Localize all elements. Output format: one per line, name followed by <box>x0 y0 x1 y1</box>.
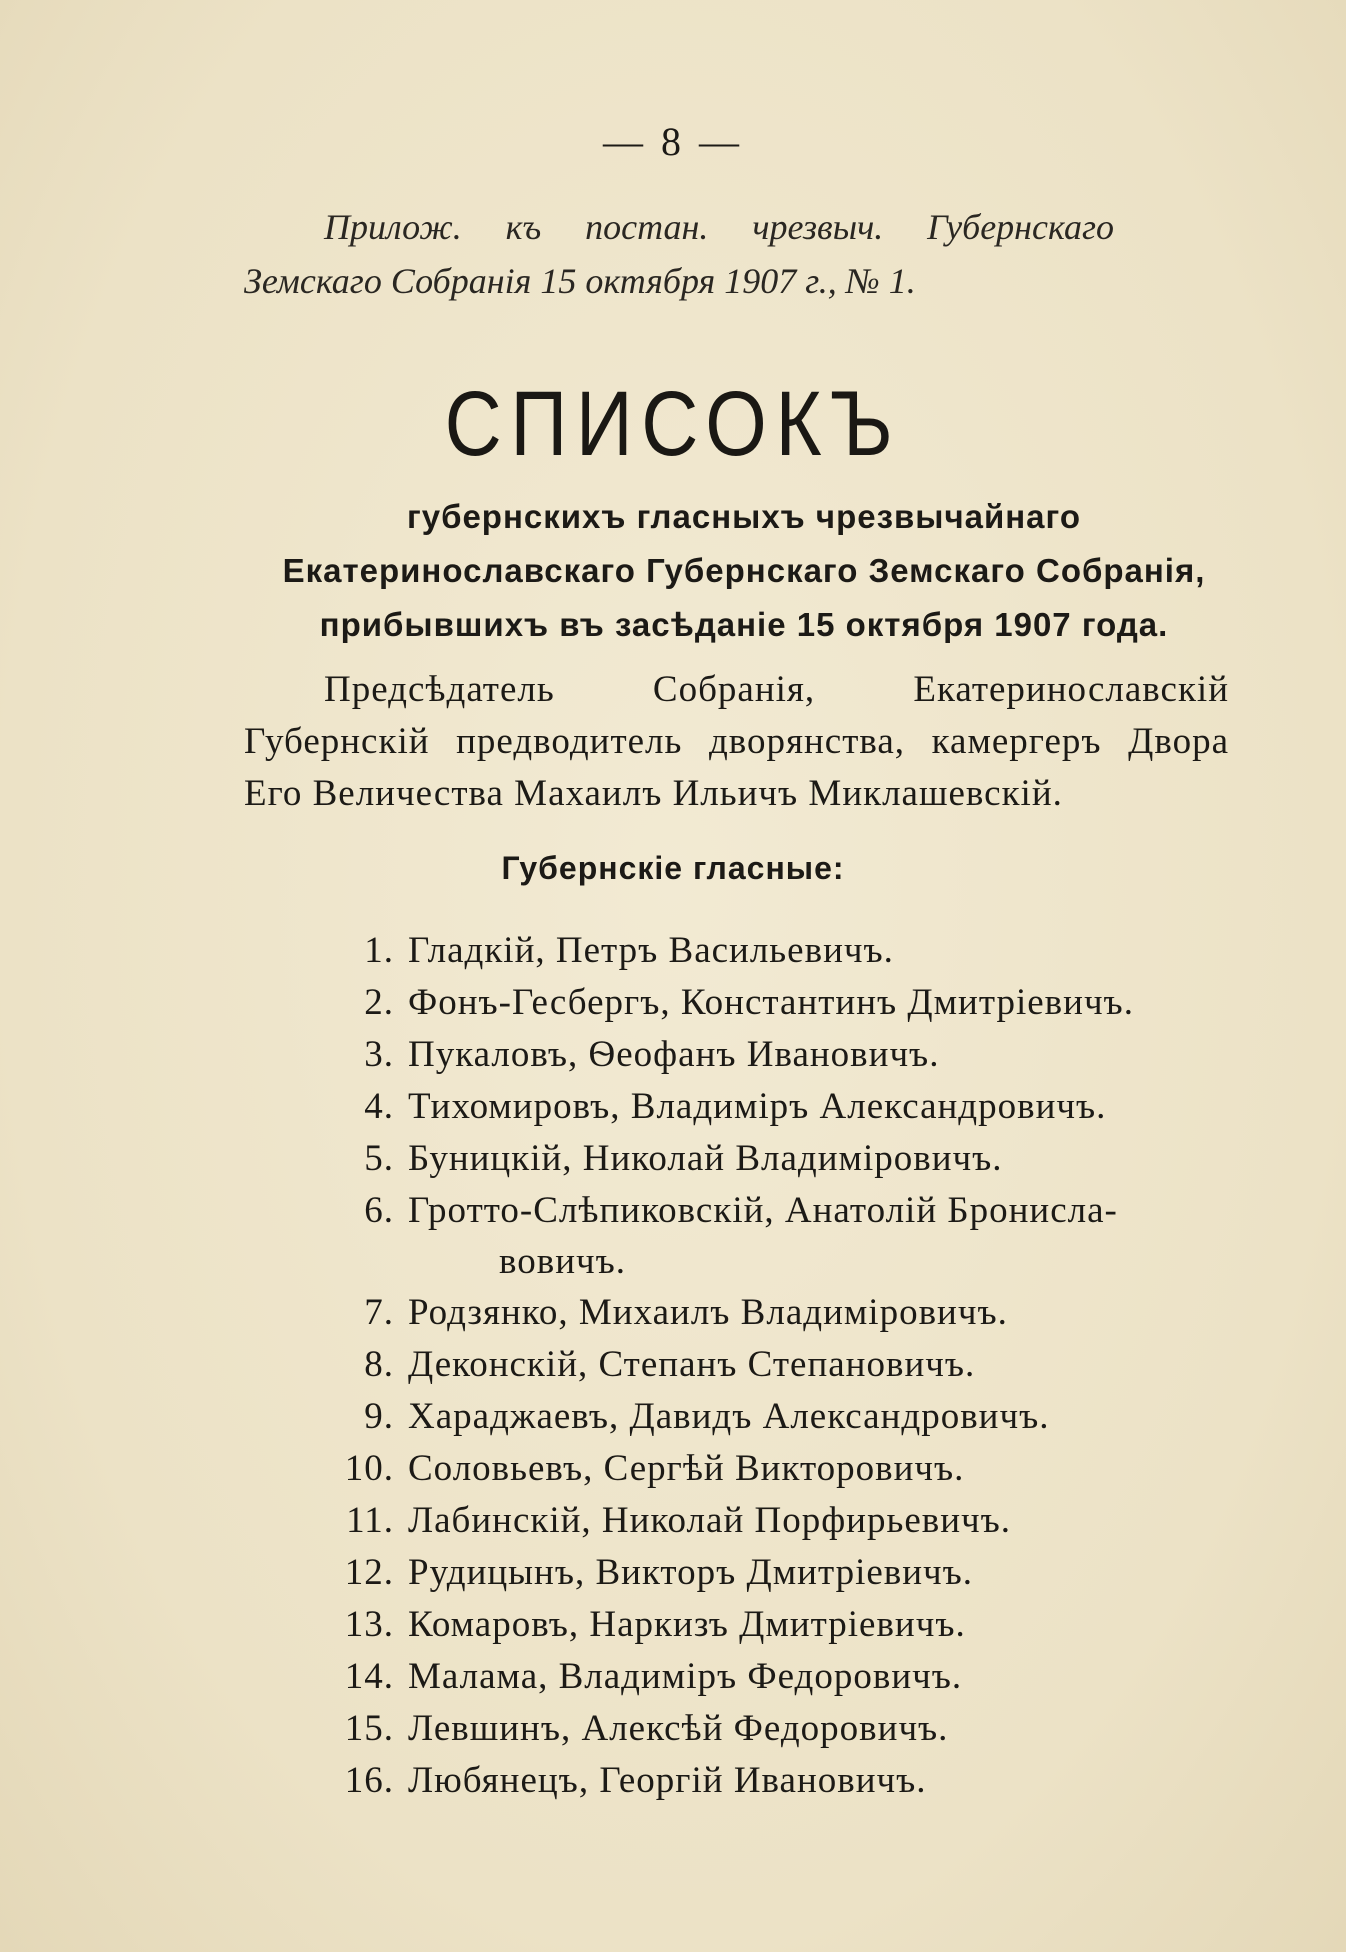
member-item <box>244 1081 1244 1133</box>
attachment-note: Прилож. къ постан. чрезвыч. Губернскаго Земскаго Собранія 15 октября 1907 г., № 1. <box>244 207 1114 301</box>
member-item <box>244 1547 1244 1599</box>
members-heading: Губернскіе гласные: <box>501 850 845 886</box>
member-name: Соловьевъ, Сергѣй Викторовичъ. <box>408 1448 965 1489</box>
member-name: Фонъ-Гесбергъ, Константинъ Дмитріевичъ. <box>408 982 1134 1023</box>
page-number: — 8 — <box>603 119 743 164</box>
member-name: Тихомировъ, Владиміръ Александровичъ. <box>408 1086 1107 1127</box>
member-item <box>244 1029 1244 1081</box>
member-number: 16. <box>344 1760 394 1801</box>
member-name: Гладкій, Петръ Васильевичъ. <box>408 930 894 971</box>
member-item <box>244 1339 1244 1391</box>
member-number: 3. <box>364 1034 394 1075</box>
member-name: Родзянко, Михаилъ Владиміровичъ. <box>408 1292 1008 1333</box>
member-item <box>244 1443 1244 1495</box>
member-item <box>244 1495 1244 1547</box>
member-number: 13. <box>344 1604 394 1645</box>
member-name: Пукаловъ, Ѳеофанъ Ивановичъ. <box>408 1034 940 1075</box>
member-number: 2. <box>364 982 394 1023</box>
member-name-continuation: вовичъ. <box>499 1241 626 1282</box>
member-name: Рудицынъ, Викторъ Дмитріевичъ. <box>408 1552 974 1593</box>
member-name: Буницкій, Николай Владиміровичъ. <box>408 1138 1003 1179</box>
member-number: 12. <box>344 1552 394 1593</box>
member-name: Комаровъ, Наркизъ Дмитріевичъ. <box>408 1604 966 1645</box>
member-number: 4. <box>364 1086 394 1127</box>
chairman-paragraph: Предсѣдатель Собранія, Екатеринославскій Губернскій предводитель дворянства, камергеръ Двора Его Величества Махаилъ Ильичъ Миклашевскій. <box>244 669 1229 814</box>
member-number: 14. <box>344 1656 394 1697</box>
member-number: 15. <box>344 1708 394 1749</box>
member-number: 10. <box>344 1448 394 1489</box>
member-item <box>244 977 1244 1029</box>
member-name: Малама, Владиміръ Федоровичъ. <box>408 1656 963 1697</box>
member-item <box>244 1651 1244 1703</box>
member-number: 1. <box>364 930 394 971</box>
document-subtitle: губернскихъ гласныхъ чрезвычайнаго Екатеринославскаго Губернскаго Земскаго Собранія, прибывшихъ въ засѣданіе 15 октября 1907 года. <box>282 498 1206 643</box>
member-number: 5. <box>364 1138 394 1179</box>
member-item <box>244 1599 1244 1651</box>
member-number: 8. <box>364 1344 394 1385</box>
member-item <box>244 1133 1244 1185</box>
member-name: Левшинъ, Алексѣй Федоровичъ. <box>408 1708 949 1749</box>
members-list <box>244 925 1244 1807</box>
member-number: 11. <box>346 1500 394 1541</box>
member-number: 6. <box>364 1190 394 1231</box>
member-name: Лабинскій, Николай Порфирьевичъ. <box>408 1500 1012 1541</box>
member-item <box>244 925 1244 977</box>
member-item <box>244 1703 1244 1755</box>
member-item <box>244 1755 1244 1807</box>
member-item <box>244 1287 1244 1339</box>
member-name: Гротто-Слѣпиковскій, Анатолій Бронисла- <box>408 1190 1118 1231</box>
member-item <box>244 1391 1244 1443</box>
member-item <box>244 1185 1244 1287</box>
member-name: Хараджаевъ, Давидъ Александровичъ. <box>408 1396 1050 1437</box>
member-number: 7. <box>364 1292 394 1333</box>
member-name: Деконскій, Степанъ Степановичъ. <box>408 1344 976 1385</box>
member-number: 9. <box>364 1396 394 1437</box>
document-title: СПИСОКЪ <box>444 373 902 475</box>
member-name: Любянецъ, Георгій Ивановичъ. <box>408 1760 927 1801</box>
